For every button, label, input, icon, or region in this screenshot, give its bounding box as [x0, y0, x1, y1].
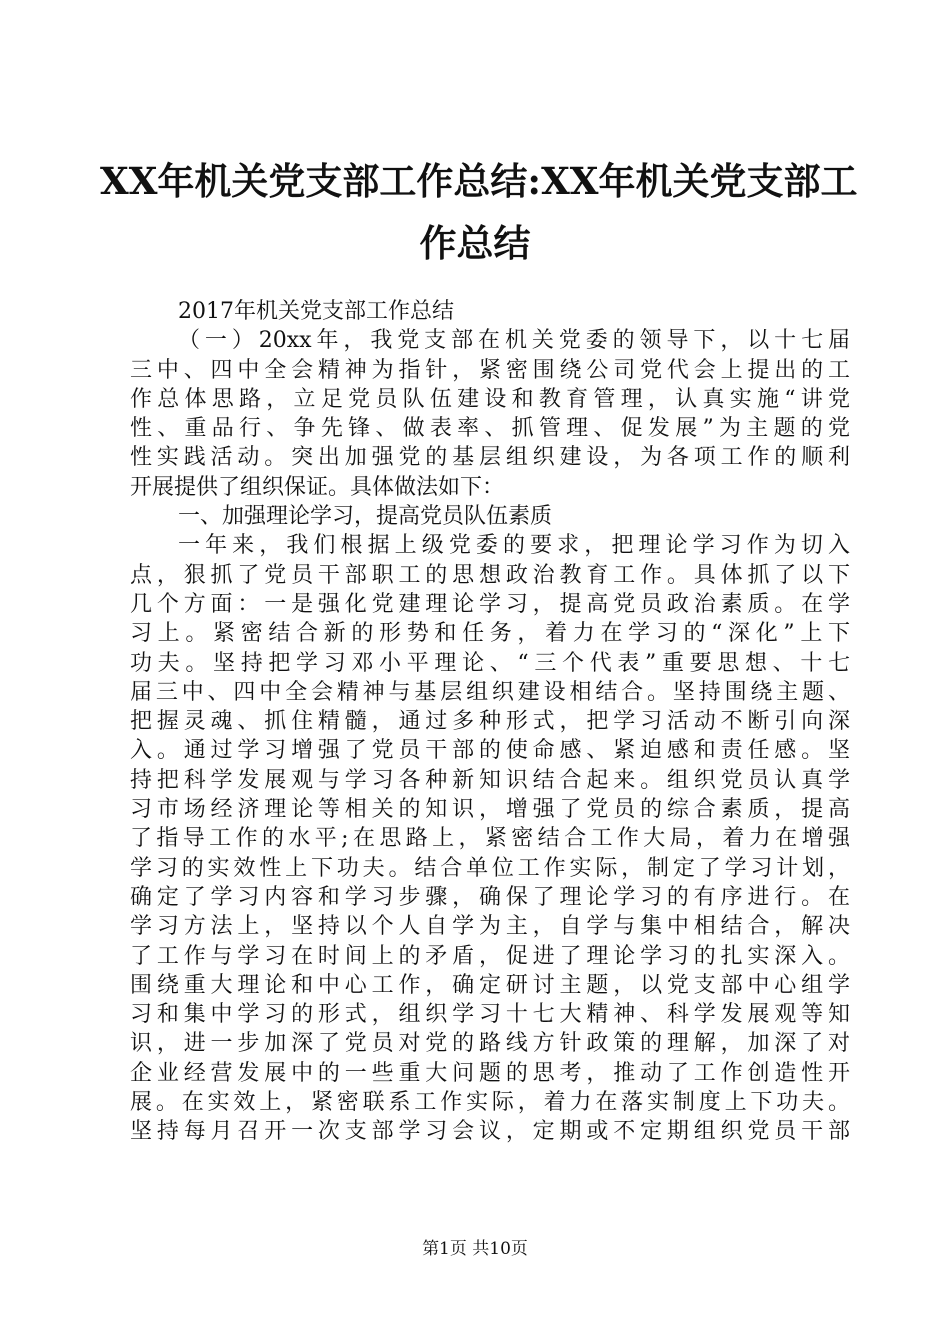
paragraph-line: 坚持每月召开一次支部学习会议，定期或不定期组织党员干部	[130, 1119, 850, 1145]
paragraph-line: 几个方面：一是强化党建理论学习，提高党员政治素质。在学	[130, 591, 850, 617]
paragraph-line: 习市场经济理论等相关的知识，增强了党员的综合素质，提高	[130, 797, 850, 823]
title-line: XX年机关党支部工作总结:XX年机关党支部工	[100, 159, 858, 203]
paragraph-line: 习和集中学习的形式，组织学习十七大精神、科学发展观等知	[130, 1002, 850, 1028]
paragraph-line: 把握灵魂、抓住精髓，通过多种形式，把学习活动不断引向深	[130, 709, 850, 735]
paragraph-line: 作总体思路，立足党员队伍建设和教育管理，认真实施“讲党	[130, 386, 850, 412]
document-title	[100, 150, 858, 274]
paragraph-line: 企业经营发展中的一些重大问题的思考，推动了工作创造性开	[130, 1060, 850, 1086]
paragraph-line: 持把科学发展观与学习各种新知识结合起来。组织党员认真学	[130, 767, 850, 793]
page-number: 第1页 共10页	[422, 1239, 528, 1259]
paragraph-line: （一）20xx年，我党支部在机关党委的领导下，以十七届	[178, 328, 850, 354]
paragraph-line: 入。通过学习增强了党员干部的使命感、紧迫感和责任感。坚	[130, 738, 850, 764]
paragraph-line: 一年来，我们根据上级党委的要求，把理论学习作为切入	[178, 533, 850, 559]
paragraph-line: 了工作与学习在时间上的矛盾，促进了理论学习的扎实深入。	[130, 943, 850, 969]
section-heading: 一、加强理论学习，提高党员队伍素质	[178, 504, 553, 530]
paragraph-line: 性实践活动。突出加强党的基层组织建设，为各项工作的顺利	[130, 445, 850, 471]
paragraph-line: 确定了学习内容和学习步骤，确保了理论学习的有序进行。在	[130, 884, 850, 910]
paragraph-line: 性、重品行、争先锋、做表率、抓管理、促发展”为主题的党	[130, 416, 850, 442]
paragraph-line: 展。在实效上，紧密联系工作实际，着力在落实制度上下功夫。	[130, 1090, 850, 1116]
paragraph-line: 识，进一步加深了党员对党的路线方针政策的理解，加深了对	[130, 1031, 850, 1057]
paragraph-line: 习上。紧密结合新的形势和任务，着力在学习的“深化”上下	[130, 621, 850, 647]
paragraph-line: 届三中、四中全会精神与基层组织建设相结合。坚持围绕主题、	[130, 679, 850, 705]
paragraph-line: 学习方法上，坚持以个人自学为主，自学与集中相结合，解决	[130, 914, 850, 940]
paragraph-line: 功夫。坚持把学习邓小平理论、“三个代表”重要思想、十七	[130, 650, 850, 676]
subtitle-line: 2017年机关党支部工作总结	[178, 299, 454, 324]
paragraph-line: 三中、四中全会精神为指针，紧密围绕公司党代会上提出的工	[130, 357, 850, 383]
paragraph-line: 围绕重大理论和中心工作，确定研讨主题，以党支部中心组学	[130, 972, 850, 998]
title-line: 作总结	[419, 221, 531, 265]
page-footer	[0, 1237, 950, 1261]
document-body	[130, 297, 850, 1147]
paragraph-line: 开展提供了组织保证。具体做法如下：	[130, 474, 505, 500]
paragraph-line: 学习的实效性上下功夫。结合单位工作实际，制定了学习计划，	[130, 855, 850, 881]
paragraph-line: 了指导工作的水平;在思路上，紧密结合工作大局，着力在增强	[130, 826, 850, 852]
paragraph-line: 点，狠抓了党员干部职工的思想政治教育工作。具体抓了以下	[130, 562, 850, 588]
